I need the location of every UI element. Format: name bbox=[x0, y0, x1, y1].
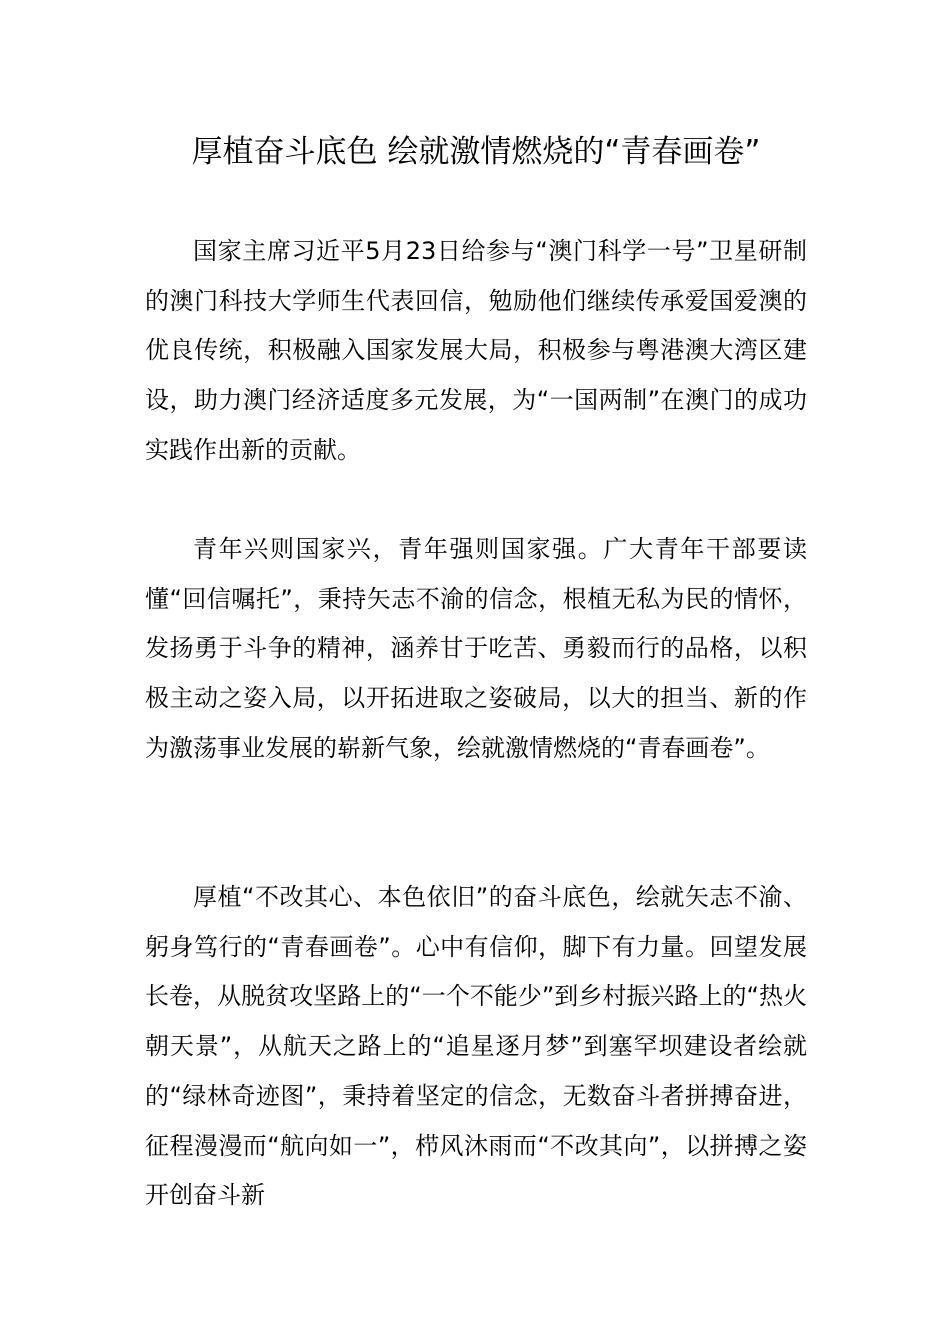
paragraph-1: 国家主席习近平5月23日给参与“澳门科学一号”卫星研制的澳门科技大学师生代表回信，勉励他们继续传承爱国爱澳的优良传统，积极融入国家发展大局，积极参与粤港澳大湾区建设，助力澳门经济适度多元发展，为“一国两制”在澳门的成功实践作出新的贡献。 bbox=[145, 237, 807, 464]
paragraph-2: 青年兴则国家兴，青年强则国家强。广大青年干部要读懂“回信嘱托”，秉持矢志不渝的信念，根植无私为民的情怀，发扬勇于斗争的精神，涵养甘于吃苦、勇毅而行的品格，以积极主动之姿入局，以开拓进取之姿破局，以大的担当、新的作为激荡事业发展的崭新气象，绘就激情燃烧的“青春画卷”。 bbox=[145, 535, 807, 762]
document-title: 厚植奋斗底色 绘就激情燃烧的“青春画卷” bbox=[191, 134, 761, 170]
paragraph-3: 厚植“不改其心、本色依旧”的奋斗底色，绘就矢志不渝、躬身笃行的“青春画卷”。心中有信仰，脚下有力量。回望发展长卷，从脱贫攻坚路上的“一个不能少”到乡村振兴路上的“热火朝天景”，从航天之路上的“追星逐月梦”到塞罕坝建设者绘就的“绿林奇迹图”，秉持着坚定的信念，无数奋斗者拼搏奋进，征程漫漫而“航向如一”，栉风沐雨而“不改其向”，以拼搏之姿开创奋斗新 bbox=[145, 883, 807, 1210]
